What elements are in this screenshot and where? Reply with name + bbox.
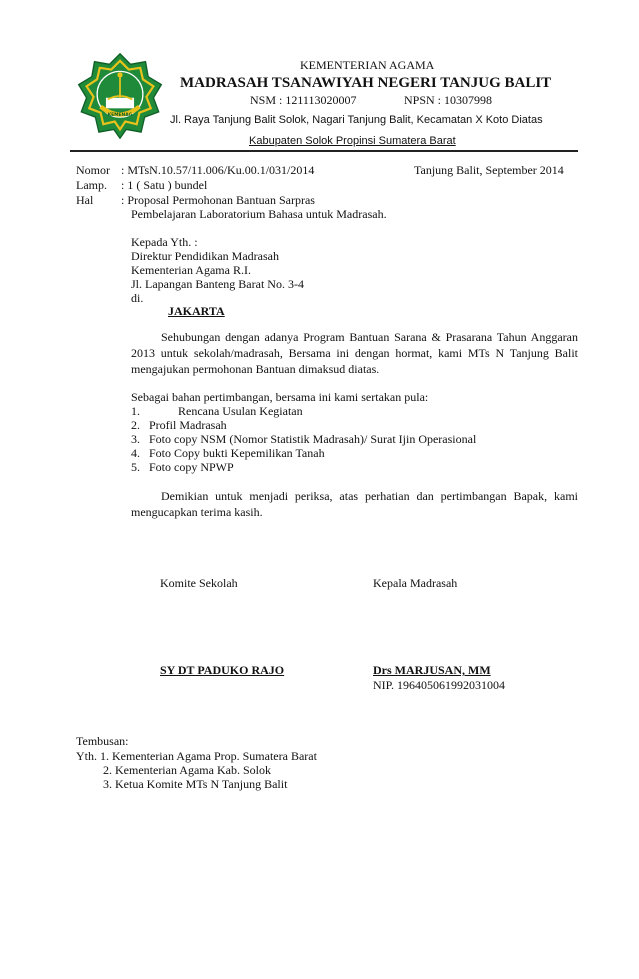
svg-text:KEMENAG: KEMENAG (107, 113, 133, 119)
header-address: Jl. Raya Tanjung Balit Solok, Nagari Tanjung Balit, Kecamatan X Koto Diatas (170, 114, 543, 126)
list-intro: Sebagai bahan pertimbangan, bersama ini kami sertakan pula: (131, 390, 429, 404)
signature-left-title: Komite Sekolah (160, 576, 238, 590)
signature-right-title: Kepala Madrasah (373, 576, 458, 590)
cc-line: Yth. 1. Kementerian Agama Prop. Sumatera Barat (76, 749, 317, 763)
list-item-text: Rencana Usulan Kegiatan (178, 404, 303, 418)
header-nsm: NSM : 121113020007 (250, 93, 357, 107)
list-item-number: 4. (131, 446, 140, 460)
header-ministry: KEMENTERIAN AGAMA (300, 58, 435, 72)
body-paragraph: Sehubungan dengan adanya Program Bantuan Sarana & Prasarana Tahun Anggaran 2013 untuk sekolah/madrasah, Bersama ini dengan hormat, kami MTs N Tanjung Balit mengajukan permohonan Bantuan dimaksud diatas. (131, 330, 578, 376)
header-rule (70, 150, 578, 152)
recipient-line: Jl. Lapangan Banteng Barat No. 3-4 (131, 277, 304, 291)
signature-right-name: Drs MARJUSAN, MM (373, 663, 491, 677)
recipient-line: Direktur Pendidikan Madrasah (131, 249, 279, 263)
list-item-number: 3. (131, 432, 140, 446)
list-item-text: Foto copy NPWP (149, 460, 234, 474)
recipient-line: Kementerian Agama R.I. (131, 263, 251, 277)
list-item-number: 1. (131, 404, 140, 418)
letter-date: Tanjung Balit, September 2014 (414, 163, 564, 177)
kemenag-logo (76, 52, 164, 140)
lamp-value: : 1 ( Satu ) bundel (121, 178, 208, 192)
hal-value: : Proposal Permohonan Bantuan Sarpras (121, 193, 315, 207)
cc-label: Tembusan: (76, 734, 129, 748)
header-region: Kabupaten Solok Propinsi Sumatera Barat (249, 135, 456, 147)
nomor-value: : MTsN.10.57/11.006/Ku.00.1/031/2014 (121, 163, 315, 177)
nomor-label: Nomor (76, 163, 110, 177)
header-school-name: MADRASAH TSANAWIYAH NEGERI TANJUG BALIT (180, 75, 552, 91)
lamp-label: Lamp. (76, 178, 107, 192)
header-npsn: NPSN : 10307998 (404, 93, 493, 107)
cc-line: 2. Kementerian Agama Kab. Solok (103, 763, 271, 777)
closing-paragraph: Demikian untuk menjadi periksa, atas perhatian dan pertimbangan Bapak, kami mengucapkan terima kasih. (131, 489, 578, 519)
list-item-number: 5. (131, 460, 140, 474)
signature-left-name: SY DT PADUKO RAJO (160, 663, 285, 677)
recipient-line: Kepada Yth. : (131, 235, 198, 249)
recipient-line: di. (131, 291, 144, 305)
list-item-number: 2. (131, 418, 140, 432)
hal-value-line2: Pembelajaran Laboratorium Bahasa untuk Madrasah. (131, 207, 387, 221)
signature-right-nip: NIP. 196405061992031004 (373, 678, 506, 692)
list-item-text: Foto copy NSM (Nomor Statistik Madrasah)/ Surat Ijin Operasional (149, 432, 477, 446)
hal-label: Hal (76, 193, 94, 207)
recipient-city: JAKARTA (168, 304, 225, 318)
cc-line: 3. Ketua Komite MTs N Tanjung Balit (103, 777, 288, 791)
list-item-text: Foto Copy bukti Kepemilikan Tanah (149, 446, 325, 460)
list-item-text: Profil Madrasah (149, 418, 227, 432)
